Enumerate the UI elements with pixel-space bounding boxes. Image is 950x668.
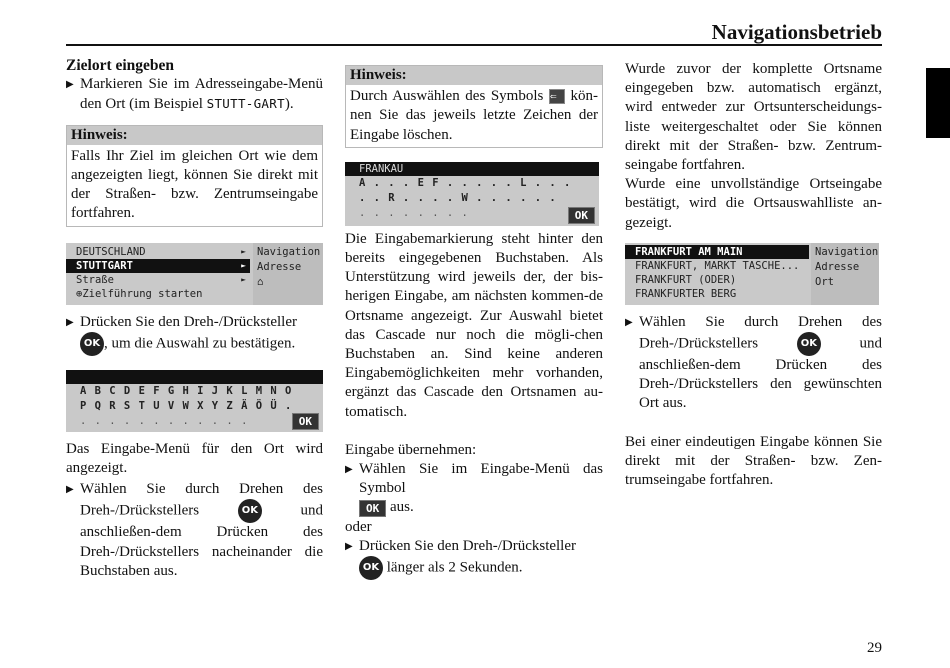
menu-item-country: DEUTSCHLAND ► xyxy=(76,245,246,258)
note-title: Hinweis: xyxy=(67,126,322,145)
cascade-row-2: . . R . . . . W . . . . . . xyxy=(359,191,556,204)
delete-symbol-icon: ⇐ xyxy=(549,89,565,104)
menu-item-start-guidance: ⊕Zielführung starten xyxy=(76,287,203,300)
list-side-panel: Navigation Adresse Ort xyxy=(811,243,879,305)
instruction-choose-city: ▶ Wählen Sie durch Drehen des Dreh-/Drückstellers OK und anschließen-dem Drücken des Dreh-/Drückstellers den gewünschten Ort aus. xyxy=(625,313,882,414)
address-menu-screenshot xyxy=(66,243,323,305)
keyboard-row-3: . . . . . . . . . . . . xyxy=(80,414,248,427)
note-body: Durch Auswählen des Symbols ⇐ kön-nen Sie das jeweils letzte Zeichen der Eingabe löschen. xyxy=(350,88,599,143)
instruction-select-letters: ▶ Wählen Sie durch Drehen des Dreh-/Drückstellers OK und anschließen-dem Drücken des Dreh-/Drückstellers nacheinander die Buchstaben aus. xyxy=(66,480,323,581)
instruction-mark-city: ▶ Markieren Sie im Adresseingabe-Menü den Ort (im Beispiel STUTT-GART). xyxy=(66,75,323,114)
cascade-screenshot xyxy=(345,162,603,226)
page-number: 29 xyxy=(867,640,882,656)
note-box-delete xyxy=(345,65,603,148)
note-box-same-city xyxy=(66,125,323,227)
note-body: Falls Ihr Ziel im gleichen Ort wie dem angezeigten liegt, können Sie direkt mit der Straßen- bzw. Zentrumseingabe fortfahren. xyxy=(71,147,318,222)
ok-knob-icon: OK xyxy=(797,332,821,356)
paragraph-accept-input: Eingabe übernehmen: xyxy=(345,441,477,458)
home-icon: ⌂ xyxy=(257,275,264,288)
city-list-item: FRANKFURTER BERG xyxy=(635,287,737,300)
ok-knob-icon: OK xyxy=(80,332,104,356)
cascade-ok-button: OK xyxy=(568,207,595,224)
paragraph-incomplete-name: Wurde eine unvollständige Ortseingabe bestätigt, wird die Ortsauswahlliste an-gezeigt. xyxy=(625,176,882,231)
column-3 xyxy=(625,60,882,490)
keyboard-row-2: P Q R S T U V W X Y Z Ä Ö Ü . xyxy=(80,399,292,412)
page-header-title: Navigationsbetrieb xyxy=(711,20,882,44)
keyboard-input-bar xyxy=(66,370,323,384)
menu-side-panel: Navigation Adresse ⌂ xyxy=(253,243,323,305)
column-2 xyxy=(345,65,603,580)
ok-knob-icon: OK xyxy=(359,556,383,580)
city-list-item-selected: FRANKFURT AM MAIN xyxy=(625,245,809,259)
ok-knob-icon: OK xyxy=(238,499,262,523)
keyboard-row-1: A B C D E F G H I J K L M N O xyxy=(80,384,292,397)
keyboard-ok-button: OK xyxy=(292,413,319,430)
header-rule xyxy=(66,44,882,46)
paragraph-unique-input: Bei einer eindeutigen Eingabe können Sie direkt mit der Straßen- bzw. Zen-trumseingabe fortfahren. xyxy=(625,433,882,489)
ok-symbol-icon: OK xyxy=(359,500,386,517)
instruction-long-press: ▶ Drücken Sie den Dreh-/Drücksteller OK länger als 2 Sekunden. xyxy=(345,537,603,580)
cascade-row-3: . . . . . . . . xyxy=(359,206,468,219)
example-city-name: STUTT-GART xyxy=(206,96,285,112)
paragraph-complete-name: Wurde zuvor der komplette Ortsname eingegeben bzw. automatisch ergänzt, wird entweder zur Ortsunterscheidungs-liste weitergeschaltet oder Sie können direkt mit der Straßen- bzw. Zentrum-seingabe fortfahren. xyxy=(625,61,882,174)
instruction-press-knob: ▶ Drücken Sie den Dreh-/Drücksteller OK , um die Auswahl zu bestätigen. xyxy=(66,313,323,356)
cascade-input-bar: FRANKAU xyxy=(345,162,599,176)
city-list-item: FRANKFURT, MARKT TASCHE... xyxy=(635,259,800,272)
instruction-select-ok: ▶ Wählen Sie im Eingabe-Menü das Symbol OK aus. xyxy=(345,460,603,518)
keyboard-screenshot xyxy=(66,370,323,432)
section-heading: Zielort eingeben xyxy=(66,57,175,74)
city-list-screenshot xyxy=(625,243,882,305)
menu-item-street: Straße ► xyxy=(76,273,246,286)
column-1 xyxy=(66,56,323,581)
paragraph-input-menu: Das Eingabe-Menü für den Ort wird angezeigt. xyxy=(66,440,323,477)
paragraph-cascade: Die Eingabemarkierung steht hinter den bereits eingegebenen Buchstaben. Als Unterstützung wird jeweils der, der bis-herigen Eingabe, am nächsten kommen-de Ortsname angezeigt. Zur Auswahl bietet das Cascade nur noch die mögli-chen Buchstaben an. Sind keine anderen Eingabemöglichkeiten mehr vorhanden, ergänzt das Cascade den Ortsnamen au-tomatisch. xyxy=(345,230,603,420)
note-title: Hinweis: xyxy=(346,66,602,85)
city-list-item: FRANKFURT (ODER) xyxy=(635,273,737,286)
cascade-row-1: A . . . E F . . . . . L . . . xyxy=(359,176,571,189)
chapter-tab-marker xyxy=(926,68,950,138)
menu-item-city-selected: STUTTGART ► xyxy=(66,259,250,273)
text-or: oder xyxy=(345,518,372,535)
